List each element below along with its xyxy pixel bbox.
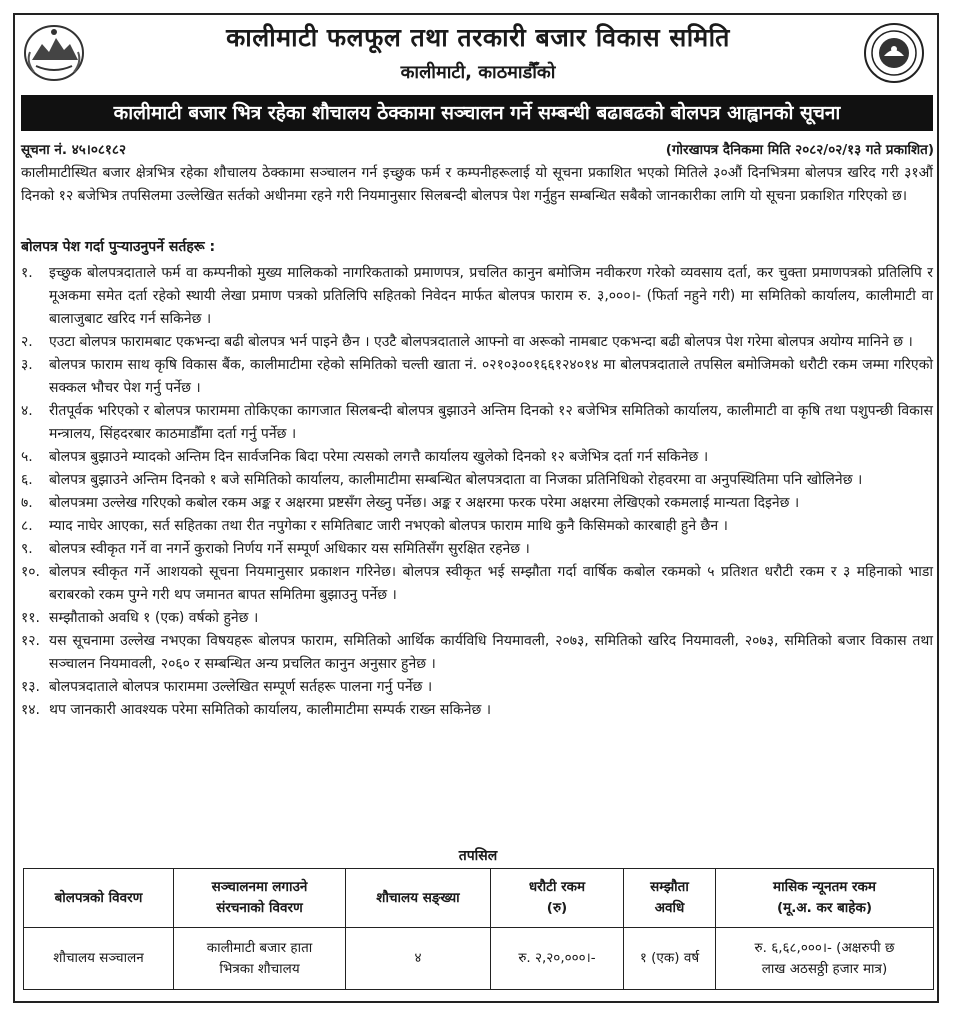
- header-monthly-minimum: मासिक न्यूनतम रकम (मू.अ. कर बाहेक): [716, 869, 934, 928]
- clause-number: ११.: [21, 610, 41, 626]
- clause-number: ९.: [21, 541, 33, 557]
- cell-tender-description: शौचालय सञ्चालन: [24, 928, 174, 990]
- notice-title: कालीमाटी बजार भित्र रहेका शौचालय ठेक्कामा सञ्चालन गर्ने सम्बन्धी बढाबढको बोलपत्र आह्वानको सूचना: [21, 95, 933, 131]
- cell-deposit-amount: रु. २,२०,०००।-: [491, 928, 624, 990]
- list-item: [21, 561, 933, 607]
- clause-number: १.: [21, 265, 33, 281]
- header-agreement-period: सम्झौता अवधि: [624, 869, 716, 928]
- list-item: [21, 400, 933, 446]
- list-item: [21, 515, 933, 538]
- list-item: [21, 354, 933, 400]
- clause-text: बोलपत्र स्वीकृत गर्ने आशयको सूचना नियमानुसार प्रकाशन गरिनेछ। बोलपत्र स्वीकृत भई सम्झौता गर्दा वार्षिक कबोल रकमको ५ प्रतिशत धरौटी रकम र ३ महिनाको भाडा बराबरको रकम पुग्ने गरी थप जमानत बापत समितिमा बुझाउनु पर्नेछ ।: [49, 564, 933, 603]
- list-item: [21, 538, 933, 561]
- cell-monthly-minimum: रु. ६,६८,०००।- (अक्षरुपी छ लाख अठसठ्ठी हजार मात्र): [716, 928, 934, 990]
- conditions-heading: बोलपत्र पेश गर्दा पुऱ्याउनुपर्ने सर्तहरू :: [21, 239, 216, 255]
- clause-text: बोलपत्र बुझाउने अन्तिम दिनको १ बजे समितिको कार्यालय, कालीमाटीमा सम्बन्धित बोलपत्रदाता वा निजका प्रतिनिधिको रोहवरमा वा अनुपस्थितिमा पनि खोलिनेछ ।: [49, 472, 863, 488]
- clause-text: बोलपत्र स्वीकृत गर्ने वा नगर्ने कुराको निर्णय गर्ने सम्पूर्ण अधिकार यस समितिसँग सुरक्षित रहनेछ ।: [49, 541, 530, 557]
- clause-text: बोलपत्रदाताले बोलपत्र फाराममा उल्लेखित सम्पूर्ण सर्तहरू पालना गर्नु पर्नेछ ।: [49, 679, 433, 695]
- header-toilet-count: शौचालय सङ्ख्या: [346, 869, 491, 928]
- cell-agreement-period: १ (एक) वर्ष: [624, 928, 716, 990]
- clause-text: सम्झौताको अवधि १ (एक) वर्षको हुनेछ ।: [49, 610, 259, 626]
- clause-text: बोलपत्रमा उल्लेख गरिएको कबोल रकम अङ्क र अक्षरमा प्रष्टसँग लेख्नु पर्नेछ। अङ्क र अक्षरमा फरक परेमा अक्षरमा लेखिएको रकमलाई मान्यता दिइनेछ ।: [49, 495, 800, 511]
- clause-number: १२.: [21, 633, 41, 649]
- clause-text: यस सूचनामा उल्लेख नभएका विषयहरू बोलपत्र फाराम, समितिको आर्थिक कार्यविधि नियमावली, २०७३, समितिको खरिद नियमावली, २०७३, समितिको बजार विकास तथा सञ्चालन नियमावली, २०६० र सम्बन्धित अन्य प्रचलित कानुन अनुसार हुनेछ ।: [49, 633, 933, 672]
- clause-text: थप जानकारी आवश्यक परेमा समितिको कार्यालय, कालीमाटीमा सम्पर्क राख्न सकिनेछ ।: [49, 702, 492, 718]
- list-item: [21, 676, 933, 699]
- organization-location: कालीमाटी, काठमाडौँको: [400, 62, 556, 83]
- conditions-list: [21, 262, 933, 722]
- header-tender-description: बोलपत्रको विवरण: [24, 869, 174, 928]
- clause-number: ७.: [21, 495, 33, 511]
- clause-number: ८.: [21, 518, 33, 534]
- clause-number: ५.: [21, 449, 33, 465]
- schedule-table: [23, 868, 934, 990]
- list-item: [21, 607, 933, 630]
- clause-number: १०.: [21, 564, 41, 580]
- clause-number: २.: [21, 334, 33, 350]
- clause-text: इच्छुक बोलपत्रदाताले फर्म वा कम्पनीको मुख्य मालिकको नागरिकताको प्रमाणपत्र, प्रचलित कानुन बमोजिम नवीकरण गरेको व्यवसाय दर्ता, कर चुक्ता प्रमाणपत्रको प्रतिलिपि र मूअकमा समेत दर्ता रहेको स्थायी लेखा प्रमाण पत्रको प्रतिलिपि सहितको निवेदन मार्फत बोलपत्र फाराम रु. ३,०००।- (फिर्ता नहुने गरी) मा समितिको कार्यालय, कालीमाटी वा बालाजुबाट खरिद गर्न सकिनेछ ।: [49, 265, 933, 327]
- clause-text: रीतपूर्वक भरिएको र बोलपत्र फाराममा तोकिएका कागजात सिलबन्दी बोलपत्र बुझाउने अन्तिम दिनको १२ बजेभित्र समितिको कार्यालय, कालीमाटी वा कृषि तथा पशुपन्छी विकास मन्त्रालय, सिंहदरबार काठमाडौँमा दर्ता गर्नु पर्नेछ ।: [49, 403, 933, 442]
- table-header-row: [24, 869, 934, 928]
- cell-structure-description: कालीमाटी बजार हाता भित्रका शौचालय: [174, 928, 346, 990]
- publication-note: (गोरखापत्र दैनिकमा मिति २०८२/०२/१३ गते प्रकाशित): [665, 142, 934, 158]
- table-row: [24, 928, 934, 990]
- organization-name: कालीमाटी फलफूल तथा तरकारी बजार विकास समिति: [226, 23, 730, 52]
- clause-text: बोलपत्र बुझाउने म्यादको अन्तिम दिन सार्वजनिक बिदा परेमा त्यसको लगत्तै कार्यालय खुलेको दिनको १२ बजेभित्र दर्ता गर्न सकिनेछ ।: [49, 449, 709, 465]
- clause-number: १४.: [21, 702, 41, 718]
- list-item: [21, 331, 933, 354]
- clause-number: ६.: [21, 472, 33, 488]
- clause-number: ४.: [21, 403, 33, 419]
- clause-text: बोलपत्र फाराम साथ कृषि विकास बैंक, कालीमाटीमा रहेको समितिको चल्ती खाता नं. ०२१०३००१६६१२४०१४ मा बोलपत्रदाताले तपसिल बमोजिमको धरौटी रकम जम्मा गरिएको सक्कल भौचर पेश गर्नु पर्नेछ ।: [49, 357, 933, 396]
- list-item: [21, 446, 933, 469]
- list-item: [21, 262, 933, 331]
- intro-paragraph: कालीमाटीस्थित बजार क्षेत्रभित्र रहेका शौचालय ठेक्कामा सञ्चालन गर्न इच्छुक फर्म र कम्पनीहरूलाई यो सूचना प्रकाशित भएको मितिले ३०औं दिनभित्रमा बोलपत्र खरिद गरी ३१औं दिनको १२ बजेभित्र तपसिलमा उल्लेखित सर्तको अधीनमा रहने गरी नियमानुसार सिलबन्दी बोलपत्र पेश गर्नुहुन सम्बन्धित सबैको जानकारीका लागि यो सूचना प्रकाशित गरिएको छ।: [21, 165, 933, 204]
- list-item: [21, 492, 933, 515]
- clause-number: १३.: [21, 679, 41, 695]
- clause-text: एउटा बोलपत्र फारामबाट एकभन्दा बढी बोलपत्र भर्न पाइने छैन । एउटै बोलपत्रदाताले आफ्नो वा अरूको नामबाट एकभन्दा बढी बोलपत्र पेश गरेमा बोलपत्र अयोग्य मानिने छ ।: [49, 334, 913, 350]
- cell-toilet-count: ४: [346, 928, 491, 990]
- list-item: [21, 699, 933, 722]
- notice-number: सूचना नं. ४५।०८१८२: [21, 142, 126, 158]
- list-item: [21, 469, 933, 492]
- clause-number: ३.: [21, 357, 33, 373]
- clause-text: म्याद नाघेर आएका, सर्त सहितका तथा रीत नपुगेका र समितिबाट जारी नभएको बोलपत्र फाराम माथि कुनै किसिमको कारबाही हुने छैन ।: [49, 518, 728, 534]
- list-item: [21, 630, 933, 676]
- header-structure-description: सञ्चालनमा लगाउने संरचनाको विवरण: [174, 869, 346, 928]
- header-deposit-amount: धरौटी रकम (रु): [491, 869, 624, 928]
- schedule-title: तपसिल: [458, 848, 498, 864]
